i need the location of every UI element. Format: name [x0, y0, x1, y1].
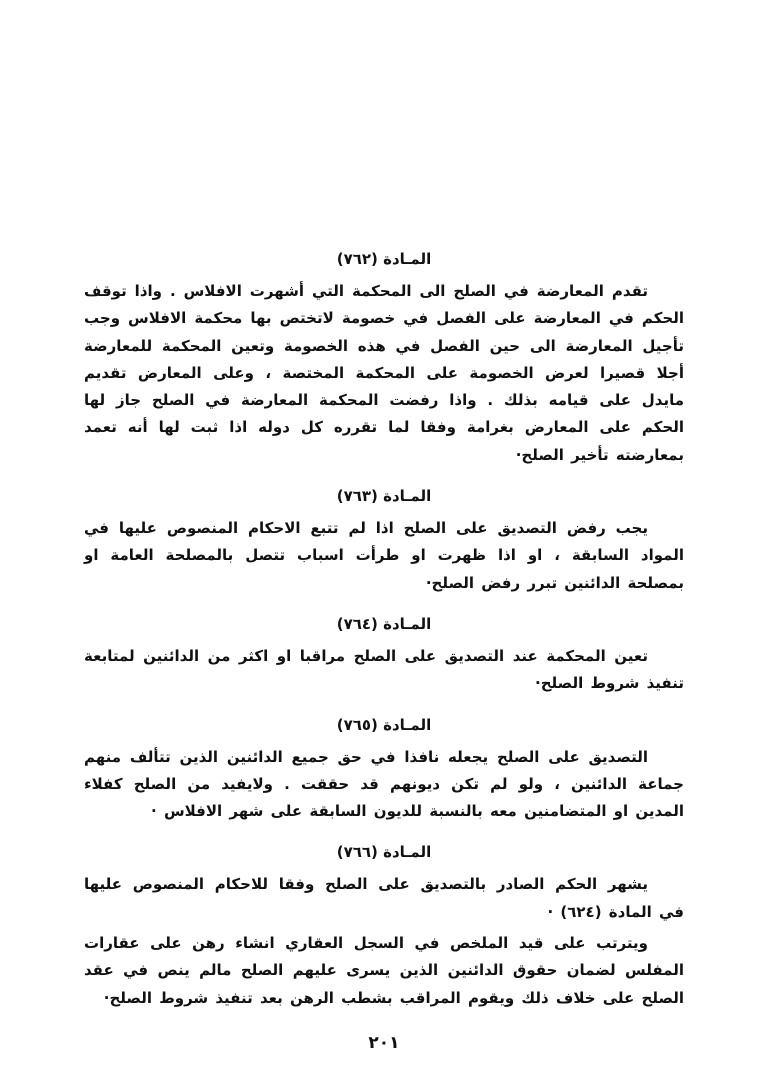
article-paragraph: يشهر الحكم الصادر بالتصديق على الصلح وفقا للاحكام المنصوص عليها في المادة (٦٢٤) ·	[84, 875, 684, 921]
article-heading: المـادة (٧٦٣)	[336, 487, 432, 506]
page-number: ٢٠١	[368, 1033, 400, 1053]
article-765	[84, 716, 684, 826]
article-paragraph: تعين المحكمة عند التصديق على الصلح مراقبا او اكثر من الدائنين لمتابعة تنفيذ شروط الصلح·	[84, 646, 684, 693]
article-heading: المـادة (٧٦٥)	[336, 715, 432, 734]
article-heading: المـادة (٧٦٤)	[336, 614, 432, 633]
article-766	[84, 843, 684, 1011]
article-764	[84, 615, 684, 698]
article-paragraph: تقدم المعارضة في الصلح الى المحكمة التي أشهرت الافلاس . واذا توقف الحكم في المعارضة على الفصل في خصومة لاتختص بها محكمة الافلاس وجب تأجيل المعارضة الى حين الفصل في هذه الخصومة وتعين المحكمة للمعارضة أجلا قصيرا لعرض الخصومة على المحكمة المختصة ، وعلى المعارض تقديم مايدل على قيامه بذلك . واذا رفضت المحكمة المعارضة في الصلح جاز لها الحكم على المعارض بغرامة وفقا لما تقرره كل دوله اذا ثبت لها أنه تعمد بمعارضته تأخير الصلح·	[84, 282, 684, 464]
article-heading: المـادة (٧٦٢)	[336, 250, 432, 268]
article-paragraph: ويترتب على قيد الملخص في السجل العقاري انشاء رهن على عقارات المفلس لضمان حقوق الدائنين الذين يسرى عليهم الصلح مالم ينص في عقد الصلح على خلاف ذلك ويقوم المراقب بشطب الرهن بعد تنفيذ شروط الصلح·	[84, 934, 684, 1007]
document-text-block	[84, 232, 684, 1026]
article-762	[84, 250, 684, 469]
article-paragraph: يجب رفض التصديق على الصلح اذا لم تتبع الاحكام المنصوص عليها في المواد السابقة ، او اذا ظهرت او طرأت اسباب تتصل بالمصلحة العامة او بمصلحة الدائنين تبرر رفض الصلح·	[84, 519, 684, 592]
article-paragraph: التصديق على الصلح يجعله نافذا في حق جميع الدائنين الذين تتألف منهم جماعة الدائنين ، ولو لم تكن ديونهم قد حققت . ولايفيد من الصلح كفلاء المدين او المتضامنين معه بالنسبة للديون السابقة على شهر الافلاس ·	[84, 747, 684, 821]
article-heading: المـادة (٧٦٦)	[336, 843, 432, 862]
article-763	[84, 487, 684, 597]
